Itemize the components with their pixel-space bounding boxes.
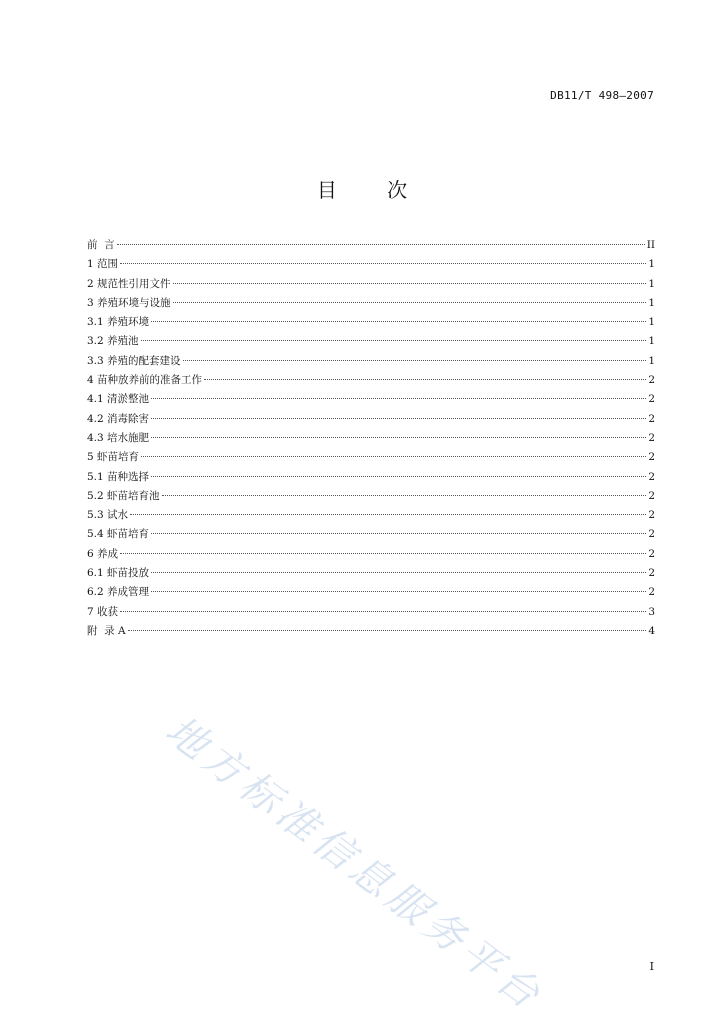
toc-entry-page: 2 [648,412,655,425]
toc-entry-page: 2 [648,586,655,599]
toc-entry[interactable] [87,622,655,641]
toc-entry[interactable] [87,525,655,544]
toc-entry-page: 1 [648,258,655,271]
toc-entry[interactable] [87,313,655,332]
toc-entry-label: 5.3 试水 [87,509,129,522]
toc-entry-page: 4 [648,624,655,637]
watermark-text: 地方标准信息服务平台 [156,707,552,1021]
toc-entry[interactable] [87,294,655,313]
toc-entry[interactable] [87,506,655,525]
toc-entry-page: 2 [648,393,655,406]
toc-entry[interactable] [87,255,655,274]
toc-entry-label: 4.2 消毒除害 [87,412,150,425]
toc-leader-dots [151,321,646,322]
toc-entry[interactable] [87,410,655,429]
toc-leader-dots [162,495,647,496]
toc-entry-label: 3 养殖环境与设施 [87,296,171,309]
toc-entry-label: 3.1 养殖环境 [87,316,150,329]
toc-leader-dots [120,263,646,264]
toc-entry[interactable] [87,275,655,294]
toc-leader-dots [151,398,646,399]
toc-entry-page: 1 [648,335,655,348]
toc-leader-dots [120,611,646,612]
toc-leader-dots [141,340,647,341]
toc-leader-dots [151,533,646,534]
toc-entry-page: 2 [648,528,655,541]
toc-entry-label: 6.2 养成管理 [87,586,150,599]
toc-entry-label: 2 规范性引用文件 [87,277,171,290]
toc-entry-page: 2 [648,451,655,464]
toc-entry[interactable] [87,545,655,564]
toc-entry-label: 5 虾苗培育 [87,451,140,464]
toc-leader-dots [130,514,646,515]
toc-entry-label: 1 范围 [87,258,119,271]
toc-entry-label: 7 收获 [87,605,119,618]
toc-entry-page: 1 [648,277,655,290]
toc-entry-label: 3.2 养殖池 [87,335,139,348]
toc-entry-page: 2 [648,431,655,444]
toc-entry-label: 4.3 培水施肥 [87,431,150,444]
toc-entry-label: 5.1 苗种选择 [87,470,150,483]
toc-entry-label: 4.1 清淤整池 [87,393,150,406]
toc-entry-label: 5.4 虾苗培育 [87,528,150,541]
document-code: DB11/T 498—2007 [550,89,654,102]
toc-leader-dots [128,630,647,631]
toc-entry[interactable] [87,603,655,622]
toc-entry-label: 附 录 A [87,624,126,637]
toc-leader-dots [151,591,646,592]
toc-entry-label: 3.3 养殖的配套建设 [87,354,181,367]
toc-entry[interactable] [87,352,655,371]
toc-leader-dots [173,283,647,284]
toc-leader-dots [117,244,645,245]
toc-title: 目 次 [316,178,430,202]
toc-entry-page: 2 [648,567,655,580]
toc-entry-label: 5.2 虾苗培育池 [87,489,160,502]
toc-leader-dots [204,379,646,380]
toc-entry[interactable] [87,448,655,467]
toc-leader-dots [151,572,646,573]
toc-leader-dots [141,456,646,457]
toc-entry-page: 1 [648,316,655,329]
toc-entry-page: 2 [648,509,655,522]
toc-entry-page: 2 [648,489,655,502]
table-of-contents [87,236,655,641]
toc-leader-dots [183,360,647,361]
toc-entry[interactable] [87,332,655,351]
page-number: I [649,960,654,973]
toc-entry-page: 2 [648,374,655,387]
toc-leader-dots [151,476,646,477]
toc-entry[interactable] [87,583,655,602]
toc-entry-page: II [646,239,655,251]
toc-entry-label: 4 苗种放养前的准备工作 [87,374,203,387]
toc-entry-page: 2 [648,470,655,483]
toc-leader-dots [151,437,646,438]
toc-entry[interactable] [87,390,655,409]
toc-entry-page: 1 [648,296,655,309]
toc-entry[interactable] [87,371,655,390]
toc-leader-dots [120,553,646,554]
toc-entry-page: 1 [648,354,655,367]
toc-entry[interactable] [87,429,655,448]
toc-entry-label: 前 言 [87,239,115,251]
toc-entry-label: 6.1 虾苗投放 [87,567,150,580]
toc-leader-dots [151,418,646,419]
toc-entry[interactable] [87,564,655,583]
toc-entry-page: 2 [648,547,655,560]
toc-entry[interactable] [87,236,655,255]
toc-entry-page: 3 [648,605,655,618]
toc-entry-label: 6 养成 [87,547,119,560]
toc-entry[interactable] [87,487,655,506]
toc-leader-dots [173,302,647,303]
toc-entry[interactable] [87,468,655,487]
